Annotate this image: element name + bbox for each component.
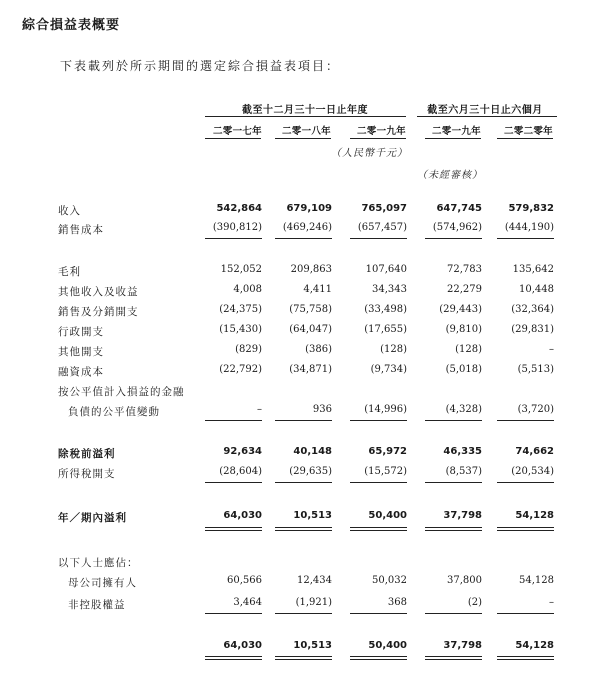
cell-r3-c4: 10,448: [519, 284, 554, 295]
cell-r6-c1: (386): [305, 344, 332, 355]
rule-after-income-tax-2: [275, 482, 332, 483]
cell-r9-c2: (14,996): [364, 404, 407, 415]
cell-r9-c4: (3,720): [517, 404, 554, 415]
rule-double-total-b-5: [497, 659, 554, 660]
cell-r0-c0: 542,864: [216, 203, 262, 214]
cell-r4-c3: (29,443): [439, 304, 482, 315]
row-label-attributable-to: 以下人士應佔：: [58, 557, 139, 569]
cell-r6-c0: (829): [235, 344, 262, 355]
rule-double-total-a-4: [425, 656, 482, 657]
cell-r12-c4: 54,128: [515, 510, 554, 521]
rule-double-profit-a-3: [350, 527, 407, 528]
cell-r1-c1: (469,246): [282, 222, 332, 233]
row-label-revenue: 收入: [58, 205, 81, 217]
rule-double-profit-a-1: [205, 527, 262, 528]
cell-r7-c3: (5,018): [445, 364, 482, 375]
cell-r7-c4: (5,513): [517, 364, 554, 375]
cell-r5-c3: (9,810): [445, 324, 482, 335]
rule-after-cost-of-sales-1: [205, 238, 262, 239]
rule-after-income-tax-3: [350, 482, 407, 483]
rule-after-nci-5: [497, 613, 554, 614]
cell-r16-c3: 37,798: [443, 640, 482, 651]
cell-r14-c1: 12,434: [297, 575, 332, 586]
cell-r6-c2: (128): [380, 344, 407, 355]
cell-r0-c1: 679,109: [286, 203, 332, 214]
cell-r2-c2: 107,640: [365, 264, 407, 275]
rule-double-total-a-3: [350, 656, 407, 657]
cell-r15-c4: –: [549, 597, 554, 608]
cell-r9-c3: (4,328): [445, 404, 482, 415]
year-header-2: 二零一八年: [281, 126, 331, 137]
unaudited-note: （未經審核）: [417, 170, 483, 181]
cell-r9-c0: –: [257, 404, 262, 415]
rule-double-profit-b-1: [205, 530, 262, 531]
section-title: 綜合損益表概要: [22, 18, 121, 33]
year-header-1: 二零一七年: [212, 126, 262, 137]
rule-after-fair-value-1: [205, 420, 262, 421]
cell-r4-c2: (33,498): [364, 304, 407, 315]
rule-after-nci-2: [275, 613, 332, 614]
cell-r12-c0: 64,030: [223, 510, 262, 521]
row-label-owners: 母公司擁有人: [68, 577, 137, 589]
cell-r16-c4: 54,128: [515, 640, 554, 651]
cell-r16-c2: 50,400: [368, 640, 407, 651]
row-label-finance-costs: 融資成本: [58, 366, 104, 378]
cell-r6-c4: –: [549, 344, 554, 355]
cell-r4-c4: (32,364): [511, 304, 554, 315]
rule-after-cost-of-sales-2: [275, 238, 332, 239]
cell-r0-c2: 765,097: [361, 203, 407, 214]
row-label-selling-expenses: 銷售及分銷開支: [58, 306, 139, 318]
cell-r5-c1: (64,047): [289, 324, 332, 335]
cell-r11-c3: (8,537): [445, 466, 482, 477]
row-label-fv-line2: 負債的公平值變動: [68, 406, 160, 418]
cell-r3-c2: 34,343: [372, 284, 407, 295]
rule-double-total-b-1: [205, 659, 262, 660]
rule-double-profit-b-3: [350, 530, 407, 531]
row-label-fv-line1: 按公平值計入損益的金融: [58, 386, 185, 398]
cell-r14-c2: 50,032: [372, 575, 407, 586]
cell-r16-c0: 64,030: [223, 640, 262, 651]
cell-r10-c3: 46,335: [443, 446, 482, 457]
header-rule-six-months: [417, 116, 557, 117]
cell-r10-c1: 40,148: [293, 446, 332, 457]
row-label-admin-expenses: 行政開支: [58, 326, 104, 338]
cell-r12-c1: 10,513: [293, 510, 332, 521]
cell-r11-c2: (15,572): [364, 466, 407, 477]
rule-double-profit-b-2: [275, 530, 332, 531]
rule-double-profit-a-4: [425, 527, 482, 528]
cell-r4-c0: (24,375): [219, 304, 262, 315]
cell-r10-c2: 65,972: [368, 446, 407, 457]
header-group-years: 截至十二月三十一日止年度: [242, 105, 368, 116]
cell-r15-c2: 368: [387, 597, 407, 608]
rule-after-nci-1: [205, 613, 262, 614]
rule-double-total-b-2: [275, 659, 332, 660]
rule-after-cost-of-sales-3: [350, 238, 407, 239]
year-header-3: 二零一九年: [356, 126, 406, 137]
intro-text: 下表載列於所示期間的選定綜合損益表項目：: [60, 59, 341, 73]
cell-r1-c2: (657,457): [357, 222, 407, 233]
currency-note: （人民幣千元）: [331, 148, 408, 159]
rule-after-fair-value-5: [497, 420, 554, 421]
rule-double-profit-a-2: [275, 527, 332, 528]
cell-r7-c2: (9,734): [370, 364, 407, 375]
rule-after-nci-3: [350, 613, 407, 614]
rule-after-income-tax-4: [425, 482, 482, 483]
cell-r10-c0: 92,634: [223, 446, 262, 457]
rule-double-total-b-4: [425, 659, 482, 660]
cell-r11-c0: (28,604): [219, 466, 262, 477]
rule-after-income-tax-1: [205, 482, 262, 483]
rule-double-total-a-5: [497, 656, 554, 657]
year-rule-1: [205, 138, 261, 139]
cell-r7-c0: (22,792): [219, 364, 262, 375]
rule-after-nci-4: [425, 613, 482, 614]
rule-after-cost-of-sales-4: [425, 238, 482, 239]
cell-r15-c0: 3,464: [233, 597, 262, 608]
cell-r14-c4: 54,128: [519, 575, 554, 586]
row-label-income-tax: 所得稅開支: [58, 468, 116, 480]
cell-r7-c1: (34,871): [289, 364, 332, 375]
cell-r3-c0: 4,008: [233, 284, 262, 295]
cell-r11-c4: (20,534): [511, 466, 554, 477]
cell-r4-c1: (75,758): [289, 304, 332, 315]
cell-r5-c4: (29,831): [511, 324, 554, 335]
header-group-six-months: 截至六月三十日止六個月: [427, 105, 543, 116]
year-rule-4: [425, 138, 481, 139]
row-label-cost-of-sales: 銷售成本: [58, 224, 104, 236]
cell-r0-c4: 579,832: [508, 203, 554, 214]
rule-double-total-a-1: [205, 656, 262, 657]
rule-after-fair-value-4: [425, 420, 482, 421]
year-rule-3: [350, 138, 406, 139]
rule-after-cost-of-sales-5: [497, 238, 554, 239]
rule-double-total-b-3: [350, 659, 407, 660]
header-rule-years: [205, 116, 406, 117]
cell-r2-c0: 152,052: [220, 264, 262, 275]
cell-r2-c3: 72,783: [447, 264, 482, 275]
cell-r3-c1: 4,411: [303, 284, 332, 295]
cell-r11-c1: (29,635): [289, 466, 332, 477]
row-label-profit-before-tax: 除稅前溢利: [58, 448, 116, 460]
row-label-nci: 非控股權益: [68, 599, 126, 611]
cell-r5-c2: (17,655): [364, 324, 407, 335]
rule-double-total-a-2: [275, 656, 332, 657]
cell-r6-c3: (128): [455, 344, 482, 355]
rule-after-income-tax-5: [497, 482, 554, 483]
cell-r15-c3: (2): [467, 597, 482, 608]
year-rule-5: [497, 138, 553, 139]
cell-r3-c3: 22,279: [447, 284, 482, 295]
row-label-other-income: 其他收入及收益: [58, 286, 139, 298]
cell-r16-c1: 10,513: [293, 640, 332, 651]
cell-r0-c3: 647,745: [436, 203, 482, 214]
rule-double-profit-b-5: [497, 530, 554, 531]
rule-double-profit-a-5: [497, 527, 554, 528]
cell-r14-c0: 60,566: [227, 575, 262, 586]
cell-r10-c4: 74,662: [515, 446, 554, 457]
year-rule-2: [275, 138, 331, 139]
rule-double-profit-b-4: [425, 530, 482, 531]
year-header-5: 二零二零年: [503, 126, 553, 137]
rule-after-fair-value-3: [350, 420, 407, 421]
cell-r2-c1: 209,863: [290, 264, 332, 275]
cell-r15-c1: (1,921): [295, 597, 332, 608]
cell-r1-c0: (390,812): [212, 222, 262, 233]
cell-r9-c1: 936: [312, 404, 332, 415]
rule-after-fair-value-2: [275, 420, 332, 421]
cell-r1-c4: (444,190): [504, 222, 554, 233]
cell-r1-c3: (574,962): [432, 222, 482, 233]
cell-r2-c4: 135,642: [512, 264, 554, 275]
row-label-other-expenses: 其他開支: [58, 346, 104, 358]
cell-r12-c2: 50,400: [368, 510, 407, 521]
row-label-profit-for-period: 年／期內溢利: [58, 512, 127, 524]
cell-r12-c3: 37,798: [443, 510, 482, 521]
cell-r5-c0: (15,430): [219, 324, 262, 335]
cell-r14-c3: 37,800: [447, 575, 482, 586]
row-label-gross-profit: 毛利: [58, 266, 81, 278]
year-header-4: 二零一九年: [431, 126, 481, 137]
